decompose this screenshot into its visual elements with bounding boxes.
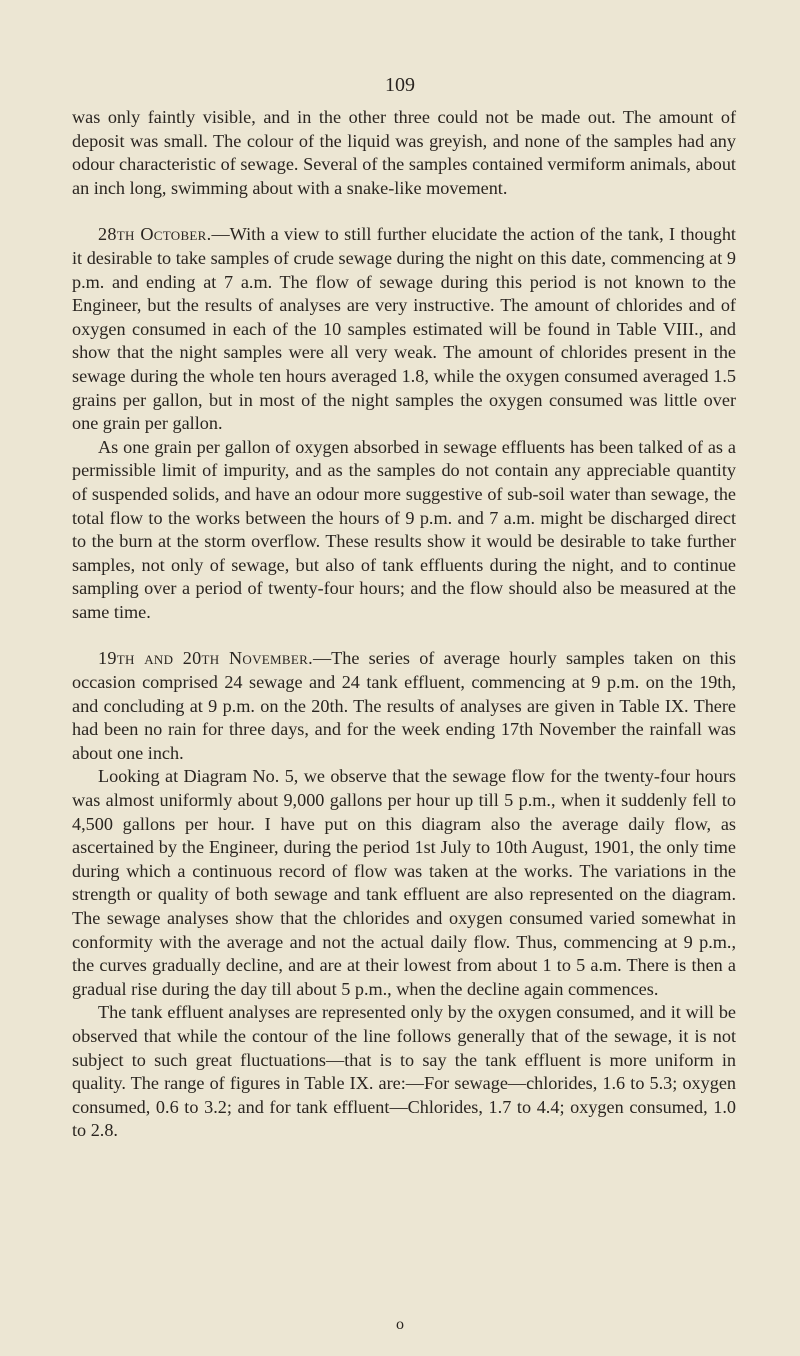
paragraph-28th-october (72, 223, 736, 435)
paragraph-text: was only faintly visible, and in the other three could not be made out. The amount of deposit was small. The colour of the liquid was greyish, and none of the samples had any odour characteristic of sewage. Several of the samples contained vermiform animals, about an inch long, swimming about with a snake-like movement. (72, 107, 736, 198)
signature-mark: o (396, 1316, 404, 1333)
paragraph-tank-effluent (72, 1001, 736, 1143)
paragraph-permissible-limit (72, 436, 736, 625)
paragraph-diagram-5 (72, 765, 736, 1001)
section-heading: 28th October. (98, 224, 212, 245)
paragraph-continuation (72, 106, 736, 200)
paragraph-text: —The series of average hourly samples taken on this occasion comprised 24 sewage and 24 tank effluent, commencing at 9 p.m. on the 19th, and concluding at 9 p.m. on the 20th. The results of analyses are given in Table IX. There had been no rain for three days, and for the week ending 17th November the rainfall was about one inch. (72, 648, 736, 763)
paragraph-text: Looking at Diagram No. 5, we observe that the sewage flow for the twenty-four hours was almost uniformly about 9,000 gallons per hour up till 5 p.m., when it suddenly fell to 4,500 gallons per hour. I have put on this diagram also the average daily flow, as ascertained by the Engineer, during the period 1st July to 10th August, 1901, the only time during which a continuous record of flow was taken at the works. The variations in the strength or quality of both sewage and tank effluent are also represented on the diagram. The sewage analyses show that the chlorides and oxygen consumed varied somewhat in conformity with the average and not the actual daily flow. Thus, commencing at 9 p.m., the curves gradually decline, and are at their lowest from about 1 to 5 a.m. There is then a gradual rise during the day till about 5 p.m., when the decline again commences. (72, 766, 736, 999)
paragraph-text: The tank effluent analyses are represented only by the oxygen consumed, and it will be observed that while the contour of the line follows generally that of the sewage, it is not subject to such great fluctuations—that is to say the tank effluent is more uniform in quality. The range of figures in Table IX. are:—For sewage—chlorides, 1.6 to 5.3; oxygen consumed, 0.6 to 3.2; and for tank effluent—Chlorides, 1.7 to 4.4; oxygen consumed, 1.0 to 2.8. (72, 1002, 736, 1141)
page-number: 109 (385, 74, 415, 96)
body-text (72, 106, 736, 1143)
section-heading: 19th and 20th November. (98, 648, 313, 669)
paragraph-text: As one grain per gallon of oxygen absorbed in sewage effluents has been talked of as a permissible limit of impurity, and as the samples do not contain any appreciable quantity of suspended solids, and have an odour more suggestive of sub-soil water than sewage, the total flow to the works between the hours of 9 p.m. and 7 a.m. might be discharged direct to the burn at the storm overflow. These results show it would be desirable to take further samples, not only of sewage, but also of tank effluents during the night, and to continue sampling over a period of twenty-four hours; and the flow should also be measured at the same time. (72, 436, 736, 622)
paragraph-19th-20th-november (72, 647, 736, 765)
paragraph-text: —With a view to still further elucidate the action of the tank, I thought it desirable to take samples of crude sewage during the night on this date, commencing at 9 p.m. and ending at 7 a.m. The flow of sewage during this period is not known to the Engineer, but the results of analyses are very instructive. The amount of chlorides and of oxygen consumed in each of the 10 samples estimated will be found in Table VIII., and show that the night samples were all very weak. The amount of chlorides present in the sewage during the whole ten hours averaged 1.8, while the oxygen consumed averaged 1.5 grains per gallon, but in most of the night samples the oxygen consumed was little over one grain per gallon. (72, 224, 736, 434)
